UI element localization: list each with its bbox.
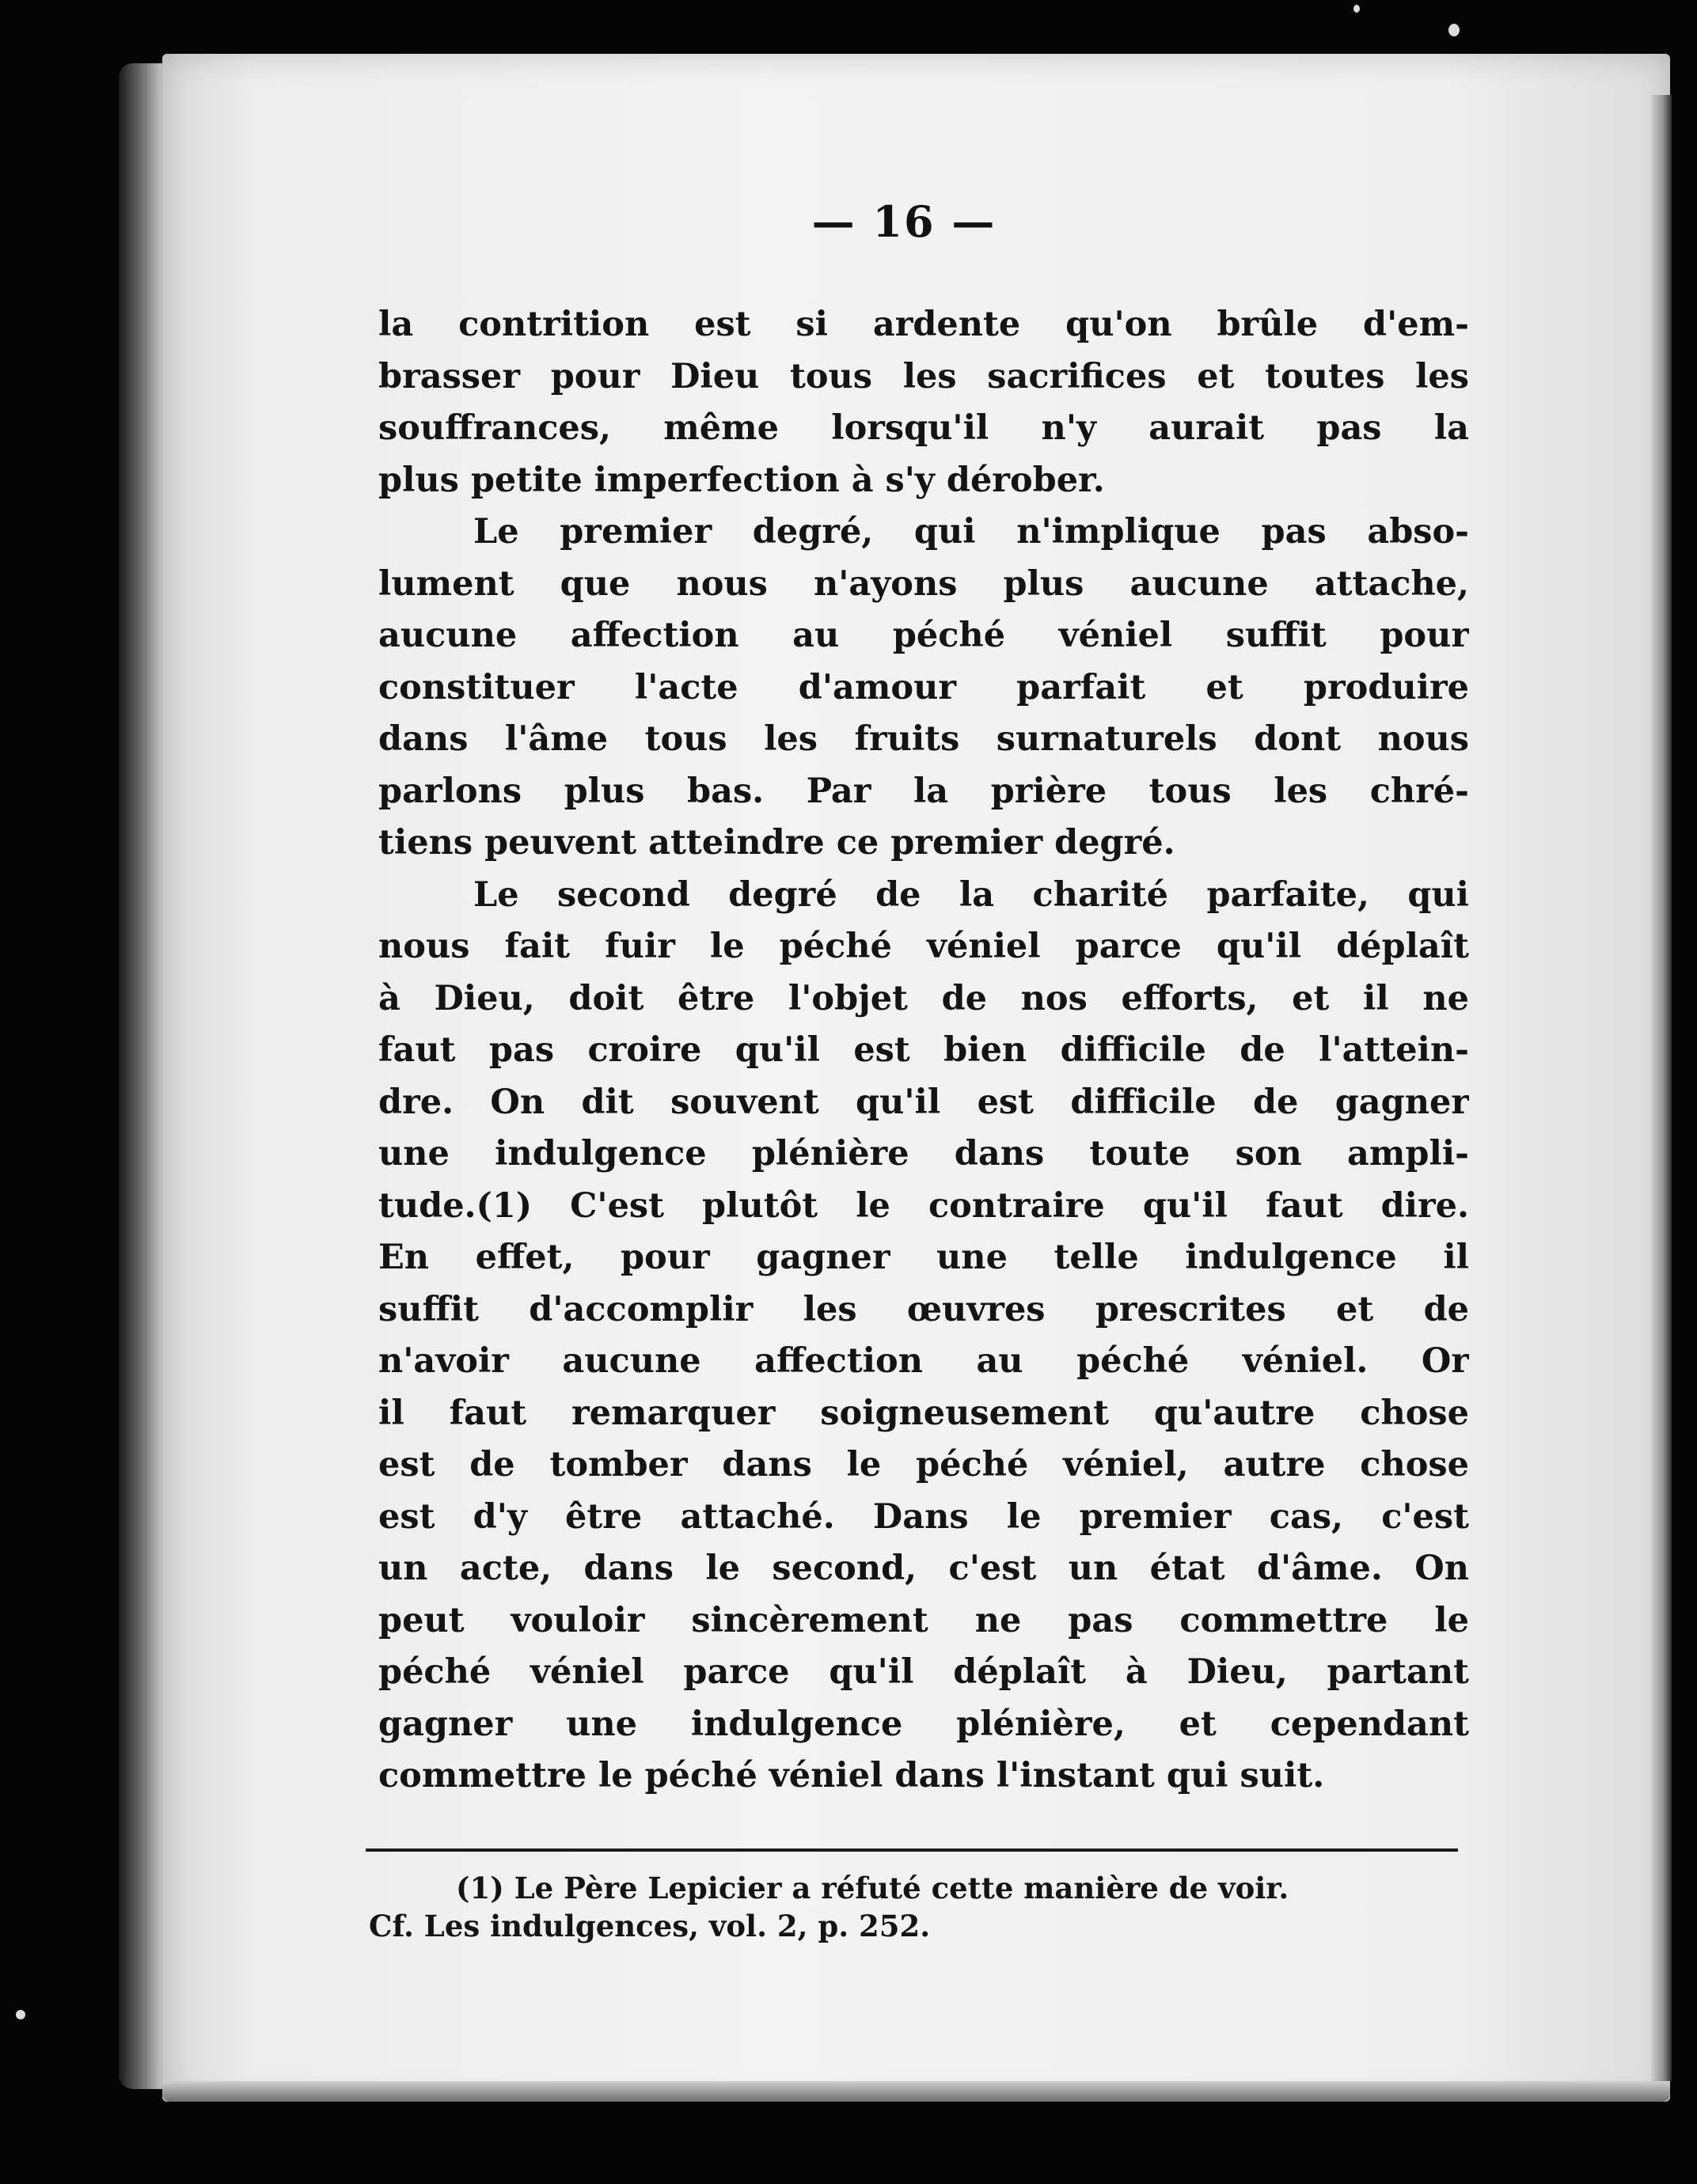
text-line: la contrition est si ardente qu'on brûle d'em- (378, 305, 1469, 344)
body-text (378, 299, 1469, 1803)
text-line: dans l'âme tous les fruits surnaturels dont nous (378, 719, 1469, 759)
text-line: suffit d'accomplir les œuvres prescrites et de (378, 1289, 1469, 1329)
text-line: gagner une indulgence plénière, et cependant (378, 1704, 1469, 1744)
page-edge-bottom (162, 2081, 1670, 2102)
text-line: tude.(1) C'est plutôt le contraire qu'il faut dire. (378, 1185, 1469, 1226)
text-line: un acte, dans le second, c'est un état d'âme. On (378, 1549, 1469, 1588)
text-line: lument que nous n'ayons plus aucune attache, (378, 563, 1469, 604)
text-line: n'avoir aucune affection au péché véniel. Or (378, 1341, 1469, 1381)
text-line: Le premier degré, qui n'implique pas abso- (473, 512, 1469, 552)
text-line: à Dieu, doit être l'objet de nos efforts, et il ne (378, 978, 1469, 1018)
text-line: peut vouloir sincèrement ne pas commettre le (378, 1600, 1469, 1640)
footnote-line: Cf. Les indulgences, vol. 2, p. 252. (369, 1909, 931, 1943)
text-line: souffrances, même lorsqu'il n'y aurait pas la (378, 408, 1469, 448)
text-line: parlons plus bas. Par la prière tous les chré- (378, 771, 1469, 811)
dust-speck (16, 2010, 25, 2019)
text-line: plus petite imperfection à s'y dérober. (378, 460, 1105, 500)
text-line: brasser pour Dieu tous les sacrifices et toutes les (378, 356, 1469, 396)
text-line: nous fait fuir le péché véniel parce qu'il déplaît (378, 927, 1469, 966)
text-line: aucune affection au péché véniel suffit pour (378, 616, 1469, 655)
text-line: péché véniel parce qu'il déplaît à Dieu, partant (378, 1652, 1469, 1692)
footnote-line: (1) Le Père Lepicier a réfuté cette manière de voir. (456, 1871, 1289, 1905)
footnote (369, 1869, 1461, 1945)
text-line: est de tomber dans le péché véniel, autre chose (378, 1445, 1469, 1484)
text-line: il faut remarquer soigneusement qu'autre chose (378, 1393, 1469, 1433)
dust-speck (1353, 5, 1360, 13)
text-line: constituer l'acte d'amour parfait et produire (378, 667, 1469, 707)
dust-speck (1504, 55, 1509, 62)
text-line: est d'y être attaché. Dans le premier cas, c'est (378, 1496, 1469, 1537)
footnote-rule (366, 1848, 1458, 1852)
text-line: commettre le péché véniel dans l'instant qui suit. (378, 1756, 1325, 1795)
page-edge-right (1651, 95, 1672, 2081)
text-line: tiens peuvent atteindre ce premier degré. (378, 823, 1175, 863)
text-line: En effet, pour gagner une telle indulgence il (378, 1238, 1469, 1277)
text-line: dre. On dit souvent qu'il est difficile de gagner (378, 1082, 1469, 1122)
dust-speck (1448, 24, 1460, 36)
text-line: une indulgence plénière dans toute son ampli- (378, 1134, 1469, 1174)
text-line: Le second degré de la charité parfaite, qui (473, 874, 1469, 915)
text-line: faut pas croire qu'il est bien difficile de l'attein- (378, 1030, 1469, 1070)
page-number: — 16 — (811, 196, 997, 247)
